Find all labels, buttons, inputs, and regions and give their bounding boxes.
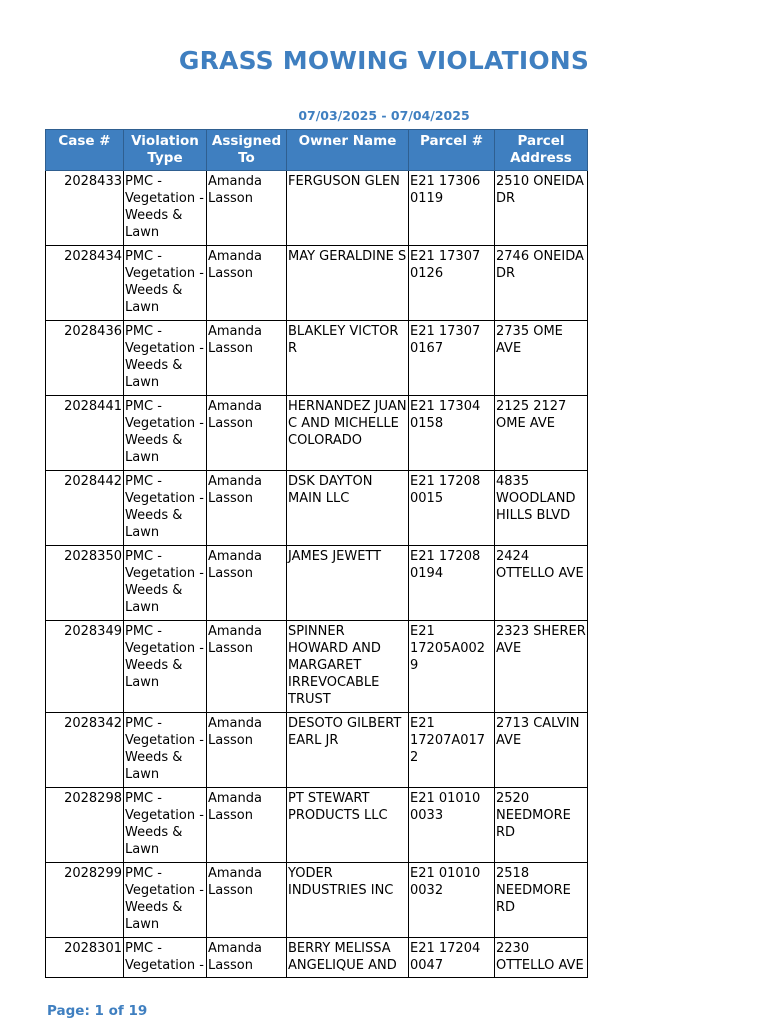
owner-name: DSK DAYTON MAIN LLC [287, 471, 409, 546]
violation-type: PMC - Vegetation - Weeds & Lawn [124, 788, 207, 863]
parcel-number: E21 17307 0126 [409, 246, 495, 321]
parcel-number: E21 17307 0167 [409, 321, 495, 396]
parcel-address: 2424 OTTELLO AVE [495, 546, 588, 621]
parcel-address: 2125 2127 OME AVE [495, 396, 588, 471]
parcel-number: E21 17304 0158 [409, 396, 495, 471]
owner-name: BERRY MELISSA ANGELIQUE AND [287, 938, 409, 978]
violation-type: PMC - Vegetation - [124, 938, 207, 978]
owner-name: SPINNER HOWARD AND MARGARET IRREVOCABLE TRUST [287, 621, 409, 713]
parcel-address: 2520 NEEDMORE RD [495, 788, 588, 863]
column-header-violation-type: Violation Type [124, 130, 207, 171]
table-row [46, 246, 588, 321]
parcel-number: E21 17208 0194 [409, 546, 495, 621]
case-number: 2028349 [46, 621, 124, 713]
assigned-to: Amanda Lasson [207, 321, 287, 396]
page-indicator: Page: 1 of 19 [47, 1003, 148, 1019]
violation-type: PMC - Vegetation - Weeds & Lawn [124, 546, 207, 621]
assigned-to: Amanda Lasson [207, 863, 287, 938]
case-number: 2028434 [46, 246, 124, 321]
parcel-number: E21 17208 0015 [409, 471, 495, 546]
parcel-address: 2713 CALVIN AVE [495, 713, 588, 788]
table-row [46, 788, 588, 863]
parcel-number: E21 17204 0047 [409, 938, 495, 978]
parcel-address: 2230 OTTELLO AVE [495, 938, 588, 978]
parcel-address: 2323 SHERER AVE [495, 621, 588, 713]
owner-name: YODER INDUSTRIES INC [287, 863, 409, 938]
case-number: 2028301 [46, 938, 124, 978]
owner-name: DESOTO GILBERT EARL JR [287, 713, 409, 788]
report-title: GRASS MOWING VIOLATIONS [178, 46, 590, 75]
case-number: 2028298 [46, 788, 124, 863]
table-row [46, 713, 588, 788]
date-range: 07/03/2025 - 07/04/2025 [298, 108, 470, 123]
assigned-to: Amanda Lasson [207, 621, 287, 713]
owner-name: HERNANDEZ JUAN C AND MICHELLE COLORADO [287, 396, 409, 471]
case-number: 2028433 [46, 171, 124, 246]
parcel-number: E21 17306 0119 [409, 171, 495, 246]
assigned-to: Amanda Lasson [207, 713, 287, 788]
assigned-to: Amanda Lasson [207, 788, 287, 863]
column-header-parcel-number: Parcel # [409, 130, 495, 171]
table-row [46, 471, 588, 546]
table-row [46, 938, 588, 978]
assigned-to: Amanda Lasson [207, 938, 287, 978]
parcel-address: 2518 NEEDMORE RD [495, 863, 588, 938]
table-row [46, 546, 588, 621]
parcel-number: E21 01010 0032 [409, 863, 495, 938]
violations-table [45, 129, 588, 978]
assigned-to: Amanda Lasson [207, 246, 287, 321]
violation-type: PMC - Vegetation - Weeds & Lawn [124, 321, 207, 396]
parcel-address: 2746 ONEIDA DR [495, 246, 588, 321]
violation-type: PMC - Vegetation - Weeds & Lawn [124, 863, 207, 938]
assigned-to: Amanda Lasson [207, 171, 287, 246]
column-header-owner-name: Owner Name [287, 130, 409, 171]
case-number: 2028436 [46, 321, 124, 396]
owner-name: PT STEWART PRODUCTS LLC [287, 788, 409, 863]
column-header-case: Case # [46, 130, 124, 171]
parcel-number: E21 01010 0033 [409, 788, 495, 863]
parcel-address: 2735 OME AVE [495, 321, 588, 396]
table-row [46, 621, 588, 713]
case-number: 2028441 [46, 396, 124, 471]
table-header-row [46, 130, 588, 171]
owner-name: FERGUSON GLEN [287, 171, 409, 246]
case-number: 2028342 [46, 713, 124, 788]
case-number: 2028350 [46, 546, 124, 621]
violation-type: PMC - Vegetation - Weeds & Lawn [124, 396, 207, 471]
parcel-address: 2510 ONEIDA DR [495, 171, 588, 246]
case-number: 2028442 [46, 471, 124, 546]
table-row [46, 321, 588, 396]
column-header-parcel-address: Parcel Address [495, 130, 588, 171]
owner-name: MAY GERALDINE S [287, 246, 409, 321]
parcel-number: E21 17207A0172 [409, 713, 495, 788]
violation-type: PMC - Vegetation - Weeds & Lawn [124, 246, 207, 321]
violation-type: PMC - Vegetation - Weeds & Lawn [124, 713, 207, 788]
owner-name: BLAKLEY VICTOR R [287, 321, 409, 396]
case-number: 2028299 [46, 863, 124, 938]
owner-name: JAMES JEWETT [287, 546, 409, 621]
table-row [46, 396, 588, 471]
violation-type: PMC - Vegetation - Weeds & Lawn [124, 171, 207, 246]
assigned-to: Amanda Lasson [207, 471, 287, 546]
assigned-to: Amanda Lasson [207, 396, 287, 471]
table-row [46, 863, 588, 938]
parcel-address: 4835 WOODLAND HILLS BLVD [495, 471, 588, 546]
parcel-number: E21 17205A0029 [409, 621, 495, 713]
column-header-assigned-to: Assigned To [207, 130, 287, 171]
violation-type: PMC - Vegetation - Weeds & Lawn [124, 621, 207, 713]
table-row [46, 171, 588, 246]
assigned-to: Amanda Lasson [207, 546, 287, 621]
violation-type: PMC - Vegetation - Weeds & Lawn [124, 471, 207, 546]
